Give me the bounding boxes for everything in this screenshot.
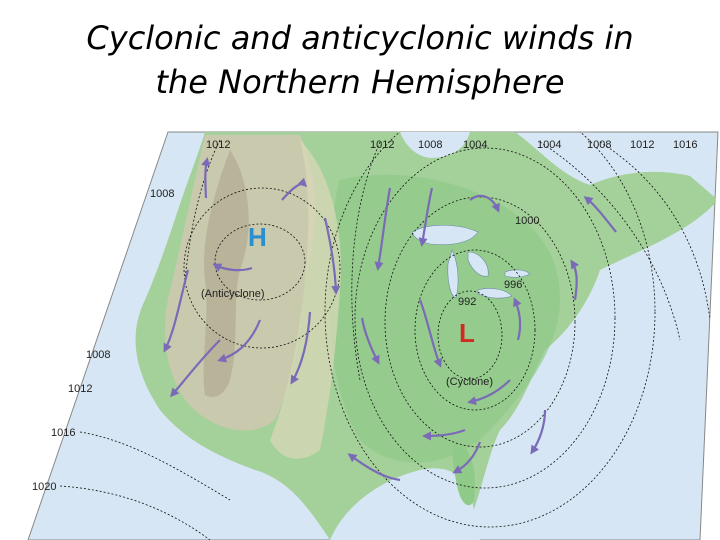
isobar-label: 1008	[587, 139, 612, 151]
isobar-label: 1012	[370, 139, 395, 151]
isobar-label: 1004	[537, 139, 562, 151]
isobar-label: 1004	[463, 139, 488, 151]
cyclone-label: (Cyclone)	[446, 376, 494, 388]
title-line-1: Cyclonic and anticyclonic winds in	[86, 19, 634, 57]
isobar-label: 1016	[51, 427, 76, 439]
isobar-label: 1016	[673, 139, 698, 151]
isobar-label: 1008	[86, 349, 111, 361]
isobar-label: 1020	[32, 481, 57, 493]
isobar-label: 992	[458, 296, 477, 308]
high-pressure-symbol: H	[248, 222, 267, 252]
isobar-label: 996	[504, 279, 523, 291]
isobar-label: 1008	[418, 139, 443, 151]
title-line-2: the Northern Hemisphere	[155, 63, 565, 101]
isobar-label: 1012	[206, 139, 231, 151]
low-pressure-symbol: L	[459, 318, 475, 348]
isobar-label: 1000	[515, 215, 540, 227]
isobar-label: 1012	[68, 383, 93, 395]
isobar-label: 1008	[150, 188, 175, 200]
anticyclone-label: (Anticyclone)	[201, 288, 265, 300]
isobar-label: 1012	[630, 139, 655, 151]
